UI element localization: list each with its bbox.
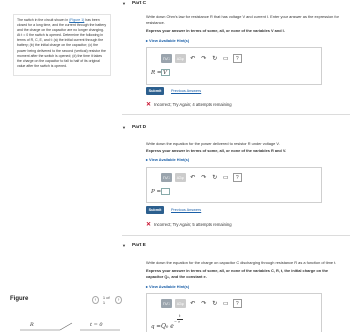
- figure-page-count: 1 of 1: [102, 295, 110, 305]
- problem-statement: [13, 14, 111, 76]
- greek-button[interactable]: ΑΣφ: [175, 54, 186, 63]
- part-e-question: Write down the equation for the charge on capacitor C discharging through resistance R as a function of time t.: [146, 260, 337, 265]
- part-e-answer-base: Q₀ e: [161, 323, 174, 330]
- intro-text-a: The switch in the circuit shown in: [17, 18, 70, 22]
- intro-text-b: has been closed for a long time, and the current through the battery and the charge on the capacitor are no longer changing. At t = 0 the switch is opened. Determine the following in terms of R, C, E, and t: (a) the initial current through the battery; (b) the initial charge on the capacitor; (c) the power being delivered to the second (vertical) resistor the moment after the switch is opened; (d) the time it takes the charge on the capacitor to fall to half of its original value after the switch is opened.: [17, 18, 107, 68]
- part-e-toolbar: [161, 298, 242, 309]
- incorrect-icon: ✕: [146, 102, 152, 108]
- undo-icon[interactable]: ↶: [190, 56, 196, 62]
- part-e-exp-denominator: τ: [178, 319, 180, 324]
- parts-column: [122, 0, 350, 332]
- part-c-answer-box: [146, 47, 322, 85]
- help-icon[interactable]: ?: [233, 54, 242, 63]
- figure-pager: [92, 295, 122, 305]
- figure-link[interactable]: (Figure 1): [69, 18, 85, 22]
- greek-button[interactable]: ΑΣφ: [175, 299, 186, 308]
- part-d-hint-link[interactable]: ▸ View Available Hint(s): [146, 157, 190, 162]
- part-d-submit-button[interactable]: Submit: [146, 206, 164, 214]
- part-c-question: Write down Ohm's law for resistance R that has voltage V and current I. Enter your answer as the expression for resistance.: [146, 14, 339, 25]
- part-e-lhs: q =: [151, 324, 161, 330]
- circuit-label-r: R: [30, 322, 34, 328]
- part-c-feedback-text: Incorrect; Try Again; 4 attempts remaining: [154, 102, 232, 107]
- reset-icon[interactable]: ↻: [212, 56, 218, 62]
- reset-icon[interactable]: ↻: [212, 301, 218, 307]
- part-d-header[interactable]: [122, 125, 146, 130]
- reset-icon[interactable]: ↻: [212, 175, 218, 181]
- collapse-caret-icon: ▼: [122, 1, 126, 6]
- part-c-previous-answers-link[interactable]: Previous Answers: [171, 89, 202, 93]
- part-c-header[interactable]: [122, 1, 146, 6]
- part-d-previous-answers-link[interactable]: Previous Answers: [171, 208, 202, 212]
- part-e-hint-label: View Available Hint(s): [149, 284, 190, 289]
- circuit-lines: [20, 318, 120, 332]
- incorrect-icon: ✕: [146, 222, 152, 228]
- collapse-caret-icon: ▼: [122, 243, 126, 248]
- templates-button[interactable]: Π√□: [161, 54, 172, 63]
- part-d-lhs: P =: [151, 189, 162, 195]
- undo-icon[interactable]: ↶: [190, 175, 196, 181]
- part-d-answer-input[interactable]: [161, 188, 170, 195]
- help-icon[interactable]: ?: [233, 173, 242, 182]
- part-c-hint-label: View Available Hint(s): [149, 38, 190, 43]
- part-d-question: Write down the equation for the power delivered to resistor R under voltage V.: [146, 141, 280, 146]
- redo-icon[interactable]: ↷: [201, 301, 207, 307]
- part-d-title: Part D: [131, 125, 147, 130]
- redo-icon[interactable]: ↷: [201, 56, 207, 62]
- part-c-feedback: [146, 101, 232, 108]
- circuit-label-switch: t = 0: [90, 322, 103, 328]
- part-d-feedback: [146, 221, 232, 228]
- part-d-express: Express your answer in terms of some, all, or none of the variables R and V.: [146, 148, 287, 153]
- keyboard-icon[interactable]: ▭: [222, 175, 229, 181]
- part-e-title: Part E: [131, 243, 146, 248]
- part-c-toolbar: [161, 53, 242, 64]
- part-e-header[interactable]: [122, 243, 146, 248]
- templates-button[interactable]: Π√□: [161, 299, 172, 308]
- templates-button[interactable]: Π√□: [161, 173, 172, 182]
- part-c-title: Part C: [131, 1, 147, 6]
- part-c-lhs: R =: [151, 70, 162, 76]
- part-d-toolbar: [161, 172, 242, 183]
- part-e-answer-input[interactable]: [161, 314, 187, 331]
- part-c-submit-button[interactable]: Submit: [146, 87, 164, 95]
- problem-panel: [0, 0, 122, 332]
- circuit-diagram: [20, 318, 120, 332]
- collapse-caret-icon: ▼: [122, 125, 126, 130]
- greek-button[interactable]: ΑΣφ: [175, 173, 186, 182]
- undo-icon[interactable]: ↶: [190, 301, 196, 307]
- divider: [122, 114, 350, 115]
- prev-figure-icon[interactable]: ‹: [92, 296, 99, 304]
- part-d-hint-label: View Available Hint(s): [149, 157, 190, 162]
- redo-icon[interactable]: ↷: [201, 175, 207, 181]
- part-d-answer-box: [146, 167, 322, 203]
- figure-heading: Figure: [10, 296, 29, 302]
- part-e-express: Express your answer in terms of some, all, or none of the variables C, R, t, the initial charge on the capacitor Q₀, and the constant e.: [146, 268, 329, 279]
- part-c-hint-link[interactable]: ▸ View Available Hint(s): [146, 38, 190, 43]
- part-c-answer-input[interactable]: V: [161, 69, 170, 76]
- keyboard-icon[interactable]: ▭: [222, 56, 229, 62]
- part-e-exp-sign: −: [174, 320, 177, 324]
- part-d-feedback-text: Incorrect; Try Again; 5 attempts remaining: [154, 222, 232, 227]
- part-c-express: Express your answer in terms of some, all, or none of the variables V and I.: [146, 28, 285, 33]
- part-e-hint-link[interactable]: ▸ View Available Hint(s): [146, 284, 190, 289]
- part-e-answer-box: [146, 293, 322, 332]
- help-icon[interactable]: ?: [233, 299, 242, 308]
- part-e-exp-numerator: t: [179, 314, 181, 318]
- divider: [122, 235, 350, 236]
- next-figure-icon[interactable]: ›: [115, 296, 122, 304]
- keyboard-icon[interactable]: ▭: [222, 301, 229, 307]
